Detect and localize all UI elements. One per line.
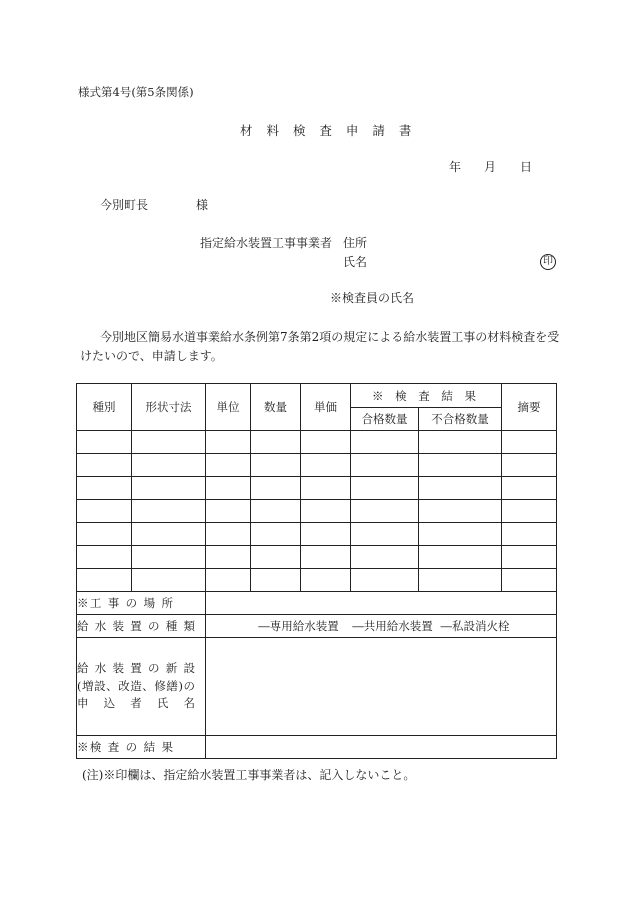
applicant-value-cell xyxy=(206,638,557,736)
applicant-row xyxy=(77,638,557,736)
data-cell xyxy=(251,454,301,477)
device-type-label-cell xyxy=(77,615,206,638)
table-row xyxy=(77,431,557,454)
data-cell xyxy=(301,569,351,592)
table-row xyxy=(77,477,557,500)
data-cell xyxy=(502,569,557,592)
data-cell xyxy=(77,477,132,500)
data-cell xyxy=(502,523,557,546)
data-cell xyxy=(351,477,419,500)
data-cell xyxy=(351,431,419,454)
data-cell xyxy=(251,477,301,500)
document-title: 材 料 検 査 申 請 書 xyxy=(240,123,417,138)
data-cell xyxy=(419,454,502,477)
date-month-label: 月 xyxy=(484,160,497,174)
inspection-table xyxy=(76,383,557,759)
footer-note: (注)※印欄は、指定給水装置工事事業者は、記入しないこと。 xyxy=(82,768,416,782)
data-cell xyxy=(419,500,502,523)
data-cell xyxy=(502,546,557,569)
data-cell xyxy=(301,477,351,500)
inspector-name-label: ※検査員の氏名 xyxy=(330,291,415,305)
data-cell xyxy=(419,477,502,500)
data-cell xyxy=(206,477,251,500)
data-cell xyxy=(132,477,206,500)
data-cell xyxy=(206,431,251,454)
applicant-label-line: 給 水 装 置 の 新 設 xyxy=(77,661,195,676)
data-cell xyxy=(301,454,351,477)
header-inspection-result: ※ 検 査 結 果 xyxy=(351,384,502,408)
data-cell xyxy=(351,454,419,477)
device-type-label: 給 水 装 置 の 種 類 xyxy=(77,619,195,633)
data-cell xyxy=(301,546,351,569)
data-cell xyxy=(77,500,132,523)
table-row xyxy=(77,454,557,477)
data-cell xyxy=(351,500,419,523)
data-cell xyxy=(206,454,251,477)
header-failed-quantity: 不合格数量 xyxy=(419,408,502,431)
data-cell xyxy=(502,477,557,500)
data-cell xyxy=(419,546,502,569)
data-cell xyxy=(132,569,206,592)
addressee-honorific: 様 xyxy=(196,198,209,212)
date-year-label: 年 xyxy=(449,160,462,174)
applicant-label-cell xyxy=(77,638,206,736)
data-cell xyxy=(502,454,557,477)
applicant-role: 指定給水装置工事事業者 xyxy=(200,236,333,250)
header-passed-quantity: 合格数量 xyxy=(351,408,419,431)
site-value-cell xyxy=(206,592,557,615)
applicant-address-label: 住所 xyxy=(343,236,368,250)
data-cell xyxy=(206,523,251,546)
data-cell xyxy=(301,523,351,546)
device-type-value-cell xyxy=(206,615,557,638)
device-type-option-shared: ―共用給水装置 xyxy=(352,619,433,633)
table-row xyxy=(77,546,557,569)
inspection-result-label: ※検 査 の 結 果 xyxy=(77,740,173,754)
inspection-result-label-cell xyxy=(77,736,206,759)
header-remarks: 摘要 xyxy=(502,384,557,431)
data-cell xyxy=(502,500,557,523)
table-row xyxy=(77,569,557,592)
data-cell xyxy=(77,569,132,592)
site-label-cell xyxy=(77,592,206,615)
table-row xyxy=(77,500,557,523)
data-cell xyxy=(77,523,132,546)
data-cell xyxy=(351,546,419,569)
data-cell xyxy=(206,546,251,569)
seal-mark: 印 xyxy=(540,254,556,270)
body-text-line: 今別地区簡易水道事業給水条例第7条第2項の規定による給水装置工事の材料検査を受 xyxy=(100,330,560,344)
form-number: 様式第4号(第5条関係) xyxy=(78,85,194,99)
addressee-name: 今別町長 xyxy=(100,198,149,212)
inspection-result-row xyxy=(77,736,557,759)
header-quantity: 数量 xyxy=(251,384,301,431)
applicant-label-line: 申 込 者 氏 名 xyxy=(77,696,195,711)
applicant-name-label: 氏名 xyxy=(343,255,368,269)
device-type-option-private-hydrant: ―私設消火栓 xyxy=(440,619,510,633)
data-cell xyxy=(351,523,419,546)
data-cell xyxy=(132,546,206,569)
table-row xyxy=(77,523,557,546)
device-type-option-dedicated: ―専用給水装置 xyxy=(258,619,339,633)
data-cell xyxy=(351,569,419,592)
data-cell xyxy=(132,523,206,546)
data-cell xyxy=(251,431,301,454)
data-cell xyxy=(132,431,206,454)
site-label: ※工 事 の 場 所 xyxy=(77,596,173,610)
device-type-row xyxy=(77,615,557,638)
data-cell xyxy=(251,546,301,569)
data-cell xyxy=(419,431,502,454)
data-cell xyxy=(132,500,206,523)
applicant-label-line: (増設、改造、修繕)の xyxy=(77,678,195,693)
header-shape-size: 形状寸法 xyxy=(132,384,206,431)
date-day-label: 日 xyxy=(520,160,533,174)
data-cell xyxy=(77,454,132,477)
data-cell xyxy=(132,454,206,477)
body-text-line: けたいので、申請します。 xyxy=(80,349,223,363)
inspection-result-value-cell xyxy=(206,736,557,759)
data-cell xyxy=(77,546,132,569)
data-cell xyxy=(251,500,301,523)
data-cell xyxy=(419,523,502,546)
header-kind: 種別 xyxy=(77,384,132,431)
table-header-row xyxy=(77,384,557,408)
data-cell xyxy=(77,431,132,454)
header-unit: 単位 xyxy=(206,384,251,431)
data-cell xyxy=(206,569,251,592)
header-unit-price: 単価 xyxy=(301,384,351,431)
site-row xyxy=(77,592,557,615)
data-cell xyxy=(301,431,351,454)
data-cell xyxy=(301,500,351,523)
data-cell xyxy=(419,569,502,592)
data-cell xyxy=(251,523,301,546)
data-cell xyxy=(502,431,557,454)
data-cell xyxy=(251,569,301,592)
data-cell xyxy=(206,500,251,523)
